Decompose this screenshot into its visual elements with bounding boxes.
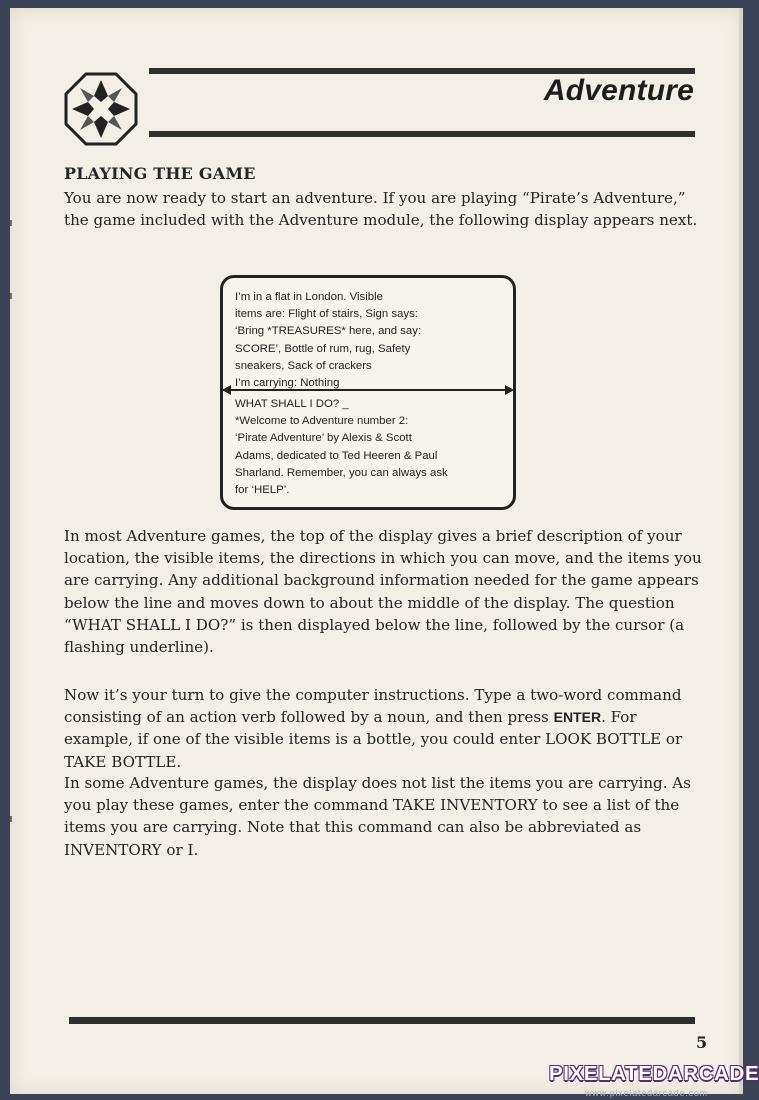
display-top-text xyxy=(235,289,515,392)
display-divider-line xyxy=(223,389,511,391)
arrow-right-icon xyxy=(505,385,514,395)
display-line: for ‘HELP’. xyxy=(235,484,290,497)
enter-key-label: ENTER xyxy=(553,709,602,726)
header-rule-bottom xyxy=(149,131,695,137)
display-line: sneakers, Sack of crackers xyxy=(235,359,372,372)
display-line: items are: Flight of stairs, Sign says: xyxy=(235,308,418,321)
display-line: ‘Bring *TREASURES* here, and say: xyxy=(235,325,422,338)
display-line: I’m in a flat in London. Visible xyxy=(235,291,383,303)
brand-title: Adventure xyxy=(543,74,694,107)
section-title: PLAYING THE GAME xyxy=(64,164,256,183)
page-number: 5 xyxy=(696,1033,708,1052)
intro-paragraph: You are now ready to start an adventure. If you are playing “Pirate’s Adventure,” the game included with the Adventure module, the following display appears next. xyxy=(64,189,698,230)
manual-page xyxy=(10,8,743,1094)
binding-mark xyxy=(10,816,12,822)
inventory-paragraph: In some Adventure games, the display does not list the items you are carrying. As you play these games, enter the command TAKE INVENTORY to see a list of the items you are carrying. Note that this command can also be abbreviated as INVENTORY or I. xyxy=(64,774,691,859)
arrow-left-icon xyxy=(222,385,231,395)
game-display-screen xyxy=(220,275,516,510)
instructions-text-end: . For example, if one of the visible items is a bottle, you could enter LOOK BOTTLE or TAKE BOTTLE. xyxy=(64,708,683,771)
page-edge xyxy=(739,8,743,1094)
display-line: SCORE’, Bottle of rum, rug, Safety xyxy=(235,342,411,355)
display-bottom-text xyxy=(235,396,513,499)
display-description-paragraph: In most Adventure games, the top of the display gives a brief description of your location, the visible items, the directions in which you can move, and the items you are carrying. Any additional background information needed for the game appears below the line and moves down to about the middle of the display. The question “WHAT SHALL I DO?” is then displayed below the line, followed by the cursor (a flashing underline). xyxy=(64,527,702,657)
footer-rule xyxy=(69,1017,695,1024)
texas-instruments-logo xyxy=(64,72,138,146)
display-line: WHAT SHALL I DO? _ xyxy=(235,398,349,410)
display-line: Adams, dedicated to Ted Heeren & Paul xyxy=(235,449,438,462)
display-line: ‘Pirate Adventure’ by Alexis & Scott xyxy=(235,432,412,445)
display-line: *Welcome to Adventure number 2: xyxy=(235,415,409,428)
instructions-text: Now it’s your turn to give the computer instructions. Type a two-word command consisting of an action verb followed by a noun, and then press xyxy=(64,686,682,727)
instructions-paragraph xyxy=(64,684,704,773)
binding-mark xyxy=(10,220,12,226)
watermark-brand: PIXELATEDARCADE xyxy=(549,1062,759,1085)
display-line: Sharland. Remember, you can always ask xyxy=(235,466,448,479)
watermark-url: www.pixelatedarcade.com xyxy=(585,1088,708,1098)
display-line: I’m carrying: Nothing xyxy=(235,377,340,390)
binding-mark xyxy=(10,293,12,299)
